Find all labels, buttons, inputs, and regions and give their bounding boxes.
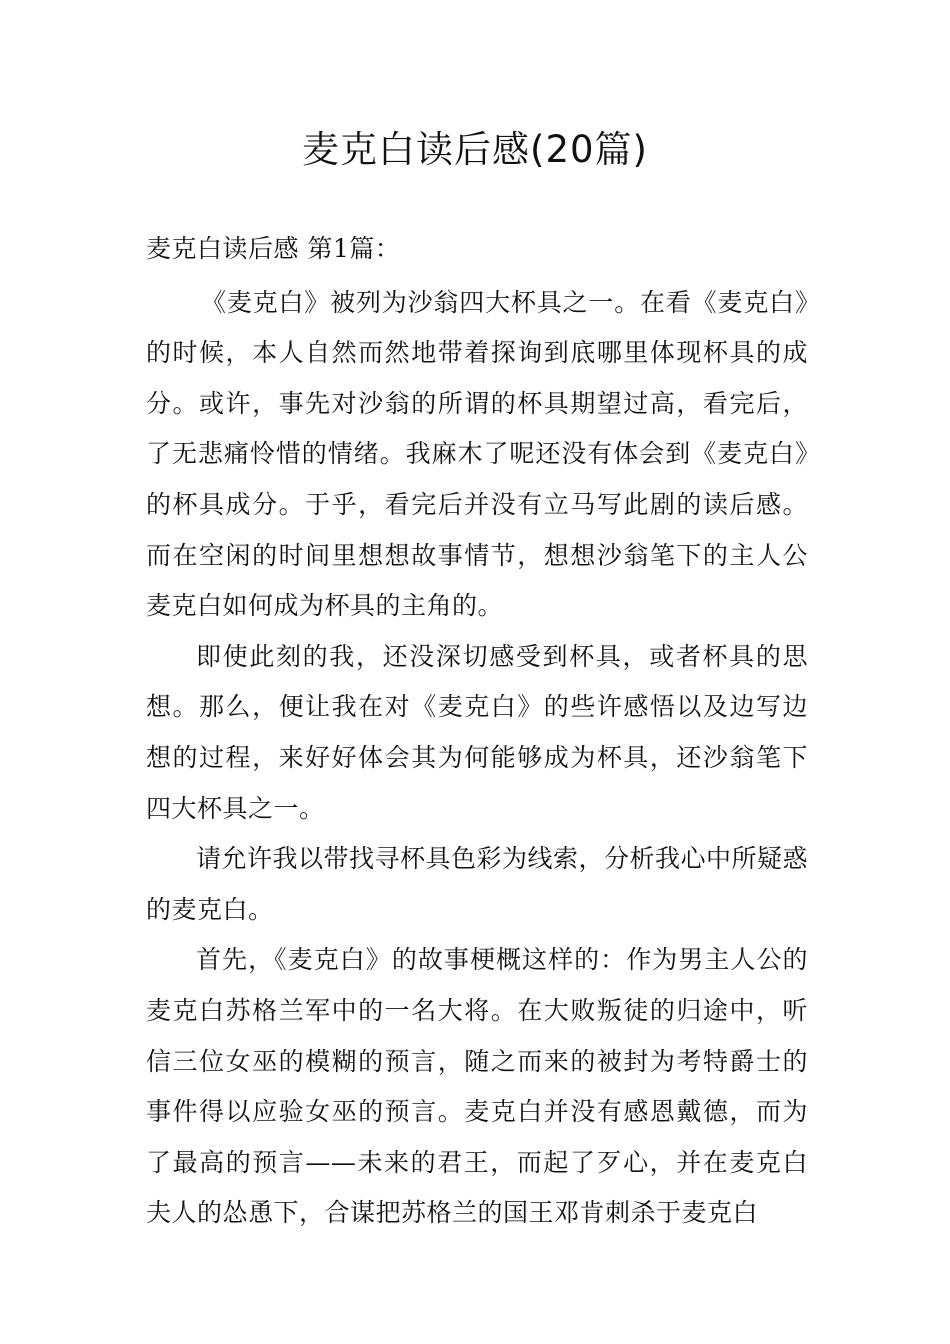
document-title: 麦克白读后感(20篇) xyxy=(302,128,648,171)
paragraph: 首先，《麦克白》的故事梗概这样的：作为男主人公的麦克白苏格兰军中的一名大将。在大败叛徒的归途中，听信三位女巫的模糊的预言，随之而来的被封为考特爵士的事件得以应验女巫的预言。麦克白并没有感恩戴德，而为了最高的预言——未来的君王，而起了歹心，并在麦克白夫人的怂恿下，合谋把苏格兰的国王邓肯刺杀于麦克白 xyxy=(146,945,808,1228)
section-heading: 麦克白读后感 第1篇： xyxy=(146,234,401,263)
paragraph: 即使此刻的我，还没深切感受到杯具，或者杯具的思想。那么，便让我在对《麦克白》的些许感悟以及边写边想的过程，来好好体会其为何能够成为杯具，还沙翁笔下四大杯具之一。 xyxy=(146,641,808,823)
paragraph: 《麦克白》被列为沙翁四大杯具之一。在看《麦克白》的时候，本人自然而然地带着探询到底哪里体现杯具的成分。或许，事先对沙翁的所谓的杯具期望过高，看完后，了无悲痛怜惜的情绪。我麻木了呢还没有体会到《麦克白》的杯具成分。于乎，看完后并没有立马写此剧的读后感。而在空闲的时间里想想故事情节，想想沙翁笔下的主人公麦克白如何成为杯具的主角的。 xyxy=(146,287,808,621)
document-body xyxy=(146,224,808,1239)
paragraph: 请允许我以带找寻杯具色彩为线索，分析我心中所疑惑的麦克白。 xyxy=(146,844,809,924)
